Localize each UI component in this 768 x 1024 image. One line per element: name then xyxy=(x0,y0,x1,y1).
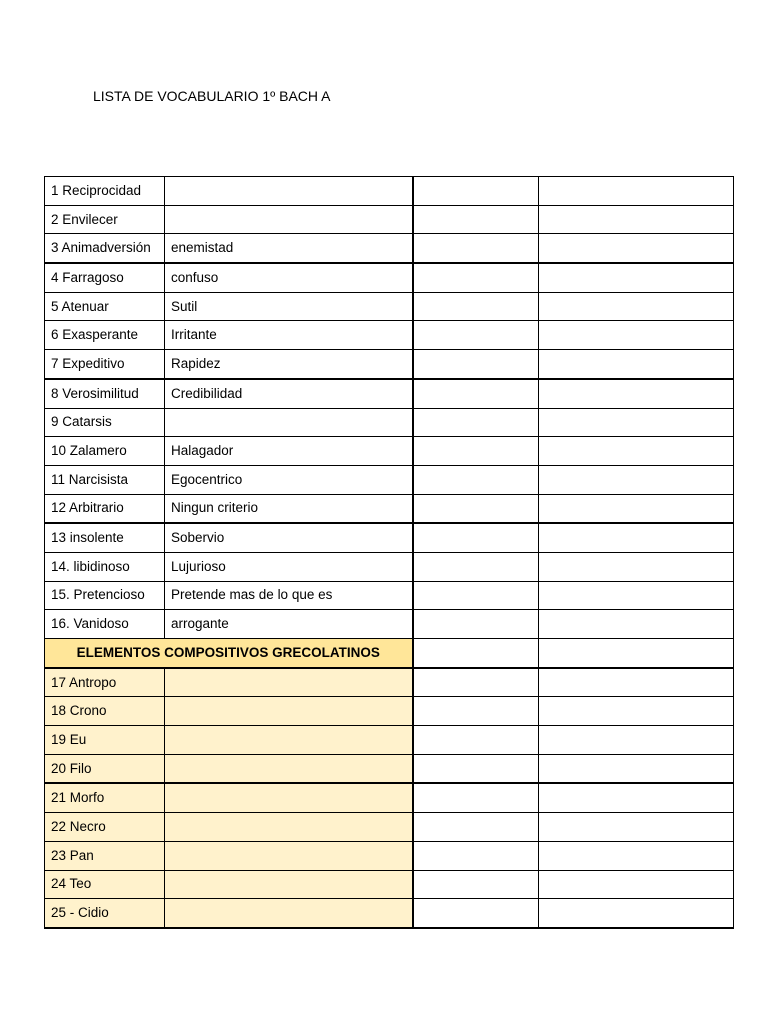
answer-cell[interactable] xyxy=(413,697,539,726)
answer-cell[interactable] xyxy=(413,205,539,234)
table-row xyxy=(45,870,734,899)
term-cell: 21 Morfo xyxy=(45,783,165,812)
answer-cell[interactable] xyxy=(539,610,734,639)
definition-cell[interactable] xyxy=(165,408,413,437)
answer-cell[interactable] xyxy=(413,783,539,812)
answer-cell[interactable] xyxy=(413,668,539,697)
table-row xyxy=(45,697,734,726)
term-cell: 17 Antropo xyxy=(45,668,165,697)
definition-cell[interactable] xyxy=(165,813,413,842)
answer-cell[interactable] xyxy=(539,263,734,292)
answer-cell[interactable] xyxy=(413,841,539,870)
answer-cell[interactable] xyxy=(539,321,734,350)
answer-cell[interactable] xyxy=(413,321,539,350)
definition-cell[interactable] xyxy=(165,899,413,928)
section-header-row xyxy=(45,639,734,668)
answer-cell[interactable] xyxy=(539,668,734,697)
answer-cell[interactable] xyxy=(413,754,539,783)
term-cell: 10 Zalamero xyxy=(45,437,165,466)
definition-cell[interactable]: Credibilidad xyxy=(165,379,413,408)
table-row xyxy=(45,581,734,610)
answer-cell[interactable] xyxy=(413,899,539,928)
definition-cell[interactable] xyxy=(165,177,413,206)
answer-cell[interactable] xyxy=(413,350,539,379)
definition-cell[interactable] xyxy=(165,754,413,783)
table-row xyxy=(45,379,734,408)
answer-cell[interactable] xyxy=(539,697,734,726)
definition-cell[interactable]: Rapidez xyxy=(165,350,413,379)
answer-cell[interactable] xyxy=(413,726,539,755)
definition-cell[interactable] xyxy=(165,205,413,234)
answer-cell[interactable] xyxy=(413,870,539,899)
definition-cell[interactable]: enemistad xyxy=(165,234,413,263)
document-title: LISTA DE VOCABULARIO 1º BACH A xyxy=(93,88,331,104)
term-cell: 20 Filo xyxy=(45,754,165,783)
term-cell: 6 Exasperante xyxy=(45,321,165,350)
answer-cell[interactable] xyxy=(413,813,539,842)
answer-cell[interactable] xyxy=(539,494,734,523)
table-row xyxy=(45,523,734,552)
table-row xyxy=(45,754,734,783)
answer-cell[interactable] xyxy=(539,523,734,552)
table-row xyxy=(45,350,734,379)
term-cell: 12 Arbitrario xyxy=(45,494,165,523)
term-cell: 23 Pan xyxy=(45,841,165,870)
table-row xyxy=(45,292,734,321)
definition-cell[interactable] xyxy=(165,783,413,812)
answer-cell[interactable] xyxy=(413,263,539,292)
answer-cell[interactable] xyxy=(539,870,734,899)
table-row xyxy=(45,205,734,234)
definition-cell[interactable]: Lujurioso xyxy=(165,552,413,581)
term-cell: 16. Vanidoso xyxy=(45,610,165,639)
term-cell: 15. Pretencioso xyxy=(45,581,165,610)
definition-cell[interactable] xyxy=(165,726,413,755)
answer-cell[interactable] xyxy=(413,552,539,581)
table-row xyxy=(45,494,734,523)
answer-cell[interactable] xyxy=(539,177,734,206)
answer-cell[interactable] xyxy=(413,234,539,263)
definition-cell[interactable]: Halagador xyxy=(165,437,413,466)
answer-cell[interactable] xyxy=(413,494,539,523)
definition-cell[interactable]: Irritante xyxy=(165,321,413,350)
table-row xyxy=(45,263,734,292)
answer-cell[interactable] xyxy=(539,379,734,408)
answer-cell[interactable] xyxy=(413,292,539,321)
answer-cell[interactable] xyxy=(539,552,734,581)
term-cell: 7 Expeditivo xyxy=(45,350,165,379)
term-cell: 14. libidinoso xyxy=(45,552,165,581)
definition-cell[interactable]: Sutil xyxy=(165,292,413,321)
answer-cell[interactable] xyxy=(413,465,539,494)
definition-cell[interactable]: Ningun criterio xyxy=(165,494,413,523)
table-row xyxy=(45,321,734,350)
answer-cell[interactable] xyxy=(539,350,734,379)
term-cell: 22 Necro xyxy=(45,813,165,842)
term-cell: 5 Atenuar xyxy=(45,292,165,321)
term-cell: 9 Catarsis xyxy=(45,408,165,437)
answer-cell[interactable] xyxy=(539,292,734,321)
answer-cell[interactable] xyxy=(539,465,734,494)
term-cell: 1 Reciprocidad xyxy=(45,177,165,206)
table-row xyxy=(45,408,734,437)
answer-cell[interactable] xyxy=(539,234,734,263)
answer-cell[interactable] xyxy=(539,639,734,668)
definition-cell[interactable] xyxy=(165,870,413,899)
definition-cell[interactable] xyxy=(165,668,413,697)
answer-cell[interactable] xyxy=(413,408,539,437)
vocabulary-table xyxy=(44,176,734,929)
table-row xyxy=(45,437,734,466)
term-cell: 18 Crono xyxy=(45,697,165,726)
answer-cell[interactable] xyxy=(413,379,539,408)
table-row xyxy=(45,668,734,697)
term-cell: 25 - Cidio xyxy=(45,899,165,928)
section-header: ELEMENTOS COMPOSITIVOS GRECOLATINOS xyxy=(45,639,413,668)
definition-cell[interactable]: Pretende mas de lo que es xyxy=(165,581,413,610)
term-cell: 4 Farragoso xyxy=(45,263,165,292)
table-row xyxy=(45,552,734,581)
answer-cell[interactable] xyxy=(413,437,539,466)
definition-cell[interactable] xyxy=(165,697,413,726)
vocabulary-table-body xyxy=(45,177,734,928)
answer-cell[interactable] xyxy=(413,177,539,206)
answer-cell[interactable] xyxy=(539,783,734,812)
answer-cell[interactable] xyxy=(413,639,539,668)
term-cell: 2 Envilecer xyxy=(45,205,165,234)
table-row xyxy=(45,813,734,842)
table-row xyxy=(45,899,734,928)
definition-cell[interactable]: Egocentrico xyxy=(165,465,413,494)
answer-cell[interactable] xyxy=(413,610,539,639)
answer-cell[interactable] xyxy=(539,205,734,234)
answer-cell[interactable] xyxy=(539,408,734,437)
table-row xyxy=(45,726,734,755)
term-cell: 24 Teo xyxy=(45,870,165,899)
term-cell: 11 Narcisista xyxy=(45,465,165,494)
term-cell: 8 Verosimilitud xyxy=(45,379,165,408)
answer-cell[interactable] xyxy=(539,726,734,755)
term-cell: 3 Animadversión xyxy=(45,234,165,263)
table-row xyxy=(45,841,734,870)
table-row xyxy=(45,465,734,494)
answer-cell[interactable] xyxy=(539,581,734,610)
answer-cell[interactable] xyxy=(539,899,734,928)
table-row xyxy=(45,234,734,263)
definition-cell[interactable]: confuso xyxy=(165,263,413,292)
answer-cell[interactable] xyxy=(539,437,734,466)
answer-cell[interactable] xyxy=(539,813,734,842)
answer-cell[interactable] xyxy=(413,523,539,552)
table-row xyxy=(45,783,734,812)
table-row xyxy=(45,610,734,639)
definition-cell[interactable]: Sobervio xyxy=(165,523,413,552)
term-cell: 19 Eu xyxy=(45,726,165,755)
definition-cell[interactable]: arrogante xyxy=(165,610,413,639)
term-cell: 13 insolente xyxy=(45,523,165,552)
definition-cell[interactable] xyxy=(165,841,413,870)
answer-cell[interactable] xyxy=(539,754,734,783)
answer-cell[interactable] xyxy=(413,581,539,610)
table-row xyxy=(45,177,734,206)
answer-cell[interactable] xyxy=(539,841,734,870)
